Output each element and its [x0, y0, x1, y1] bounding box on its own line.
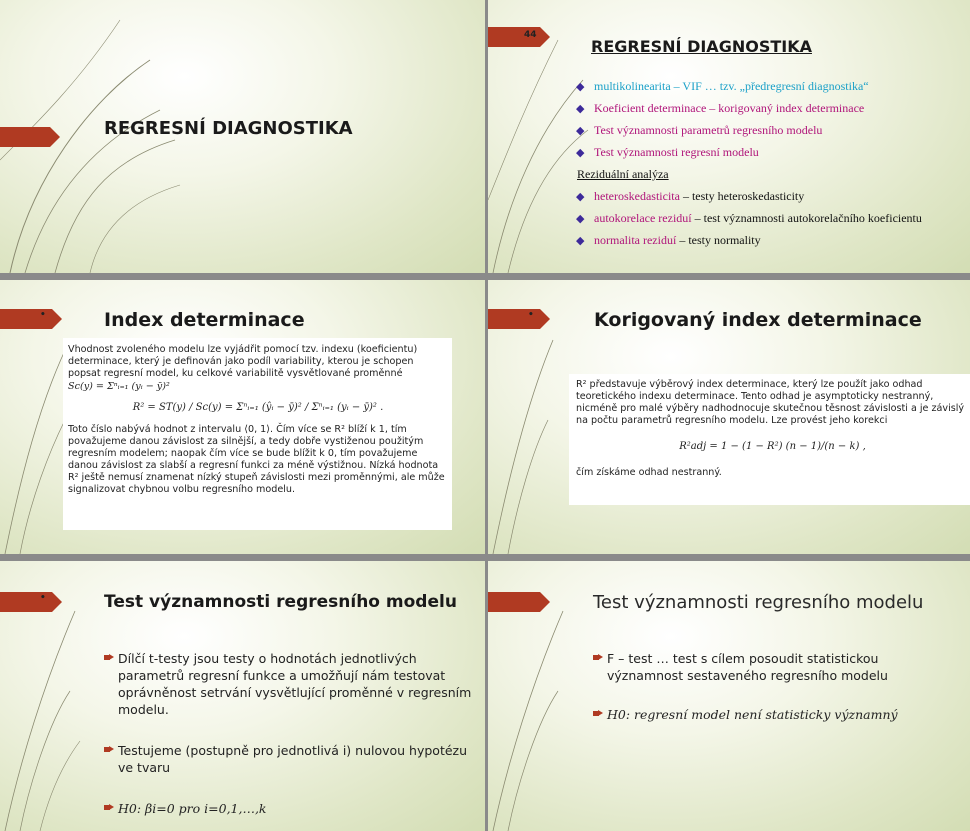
slide-2[interactable] [488, 0, 970, 273]
slide-5[interactable] [0, 561, 485, 831]
f-test-list [593, 650, 953, 741]
tag-dot: • [40, 593, 46, 603]
slide-tag [488, 592, 540, 612]
slide-tag [0, 592, 52, 612]
diamond-bullet-icon: ◆ [576, 235, 585, 247]
residual-list [574, 189, 964, 255]
list-item: ◆ heteroskedasticita – testy heteroskedasticity [576, 189, 805, 203]
interpretation-text: Toto číslo nabývá hodnot z intervalu ⟨0, 1⟩. Čím více se R² blíží k 1, tím považujeme danou závislost za silnější, a tedy dobře vystiženou použitým regresním modelem; naopak čím více se bude blížit k 0, tím považujeme danou závislost za slabší a regresní funkci za méně výstižnou. Nízká hodnota R² ještě nemusí znamenat nízký stupeň závislosti mezi proměnnými, ale může signalizovat chybnou volbu regresního modelu. [68, 424, 445, 495]
slide-3[interactable] [0, 280, 485, 554]
slide-6[interactable] [488, 561, 970, 831]
diamond-bullet-icon: ◆ [576, 191, 585, 203]
diamond-bullet-icon: ◆ [576, 147, 585, 159]
arrow-bullet-icon [104, 746, 114, 753]
slide-title: Test významnosti regresního modelu [593, 592, 924, 613]
slide-number: 44 [524, 30, 537, 40]
definition-text: Vhodnost zvoleného modelu lze vyjádřit pomocí tzv. indexu (koeficientu) determinace, který je definován jako podíl variability, kterou je schopen popsat regresní model, ku celkové variabilitě vysvětlované proměnné [68, 344, 418, 379]
list-item: ◆ Koeficient determinace – korigovaný index determinace [576, 101, 865, 115]
list-item: H0: regresní model není statisticky významný [593, 706, 953, 723]
list-item: F – test … test s cílem posoudit statistickou významnost sestaveného regresního modelu [593, 650, 953, 684]
list-item: Testujeme (postupně pro jednotlivá i) nulovou hypotézu ve tvaru [104, 742, 474, 776]
list-item: ◆ multikolinearita – VIF … tzv. „předregresní diagnostika“ [576, 79, 869, 93]
list-item: ◆ Test významnosti regresní modelu [576, 145, 759, 159]
slide-title: Korigovaný index determinace [594, 309, 922, 331]
diamond-bullet-icon: ◆ [576, 125, 585, 137]
diamond-bullet-icon: ◆ [576, 81, 585, 93]
sc-formula: Sc(y) = Σⁿᵢ₌₁ (yᵢ − ȳ)² [68, 381, 170, 392]
slide-tag [488, 309, 540, 329]
slide-title: Test významnosti regresního modelu [104, 592, 457, 612]
slide-title: REGRESNÍ DIAGNOSTIKA [104, 118, 353, 139]
diamond-bullet-icon: ◆ [576, 103, 585, 115]
diamond-bullet-icon: ◆ [576, 213, 585, 225]
definition-box [63, 338, 452, 530]
tag-dot: • [528, 310, 534, 320]
list-item: Dílčí t-testy jsou testy o hodnotách jednotlivých parametrů regresní funkce a umožňují nám testovat oprávněnost setrvání vysvětlující proměnné v regresním modelu. [104, 650, 474, 718]
correction-box [569, 374, 970, 505]
arrow-bullet-icon [104, 804, 114, 811]
residual-analysis-heading: Reziduální analýza [577, 167, 669, 181]
slide-1[interactable] [0, 0, 485, 273]
slide-number-tag [488, 27, 540, 47]
adjusted-r2-formula: R²adj = 1 − (1 − R²) (n − 1)/(n − k) , [679, 441, 866, 452]
list-item: ◆ normalita reziduí – testy normality [576, 233, 761, 247]
tag-dot: • [40, 310, 46, 320]
r2-formula: R² = ST(y) / Sc(y) = Σⁿᵢ₌₁ (ŷᵢ − ȳ)² / Σⁿᵢ₌₁ (yᵢ − ȳ)² . [132, 402, 384, 413]
correction-text: R² představuje výběrový index determinace, který lze použít jako odhad teoretického indexu determinace. Tento odhad je asymptoticky nestranný, nicméně pro malé výběry nadhodnocuje skutečnou těsnost závislosti a je závislý na počtu parametrů regresního modelu. Lze provést jeho korekci [576, 379, 965, 426]
arrow-bullet-icon [593, 654, 603, 661]
list-item: ◆ autokorelace reziduí – test významnosti autokorelačního koeficientu [576, 211, 922, 225]
slide-title: REGRESNÍ DIAGNOSTIKA [591, 37, 812, 56]
list-item: H0: βi=0 pro i=0,1,…,k [104, 800, 474, 817]
arrow-bullet-icon [104, 654, 114, 661]
slide-title: Index determinace [104, 309, 305, 331]
arrow-bullet-icon [593, 710, 603, 717]
slide-tag [0, 127, 50, 147]
diagnostics-list [574, 79, 964, 167]
list-item: ◆ Test významnosti parametrů regresního modelu [576, 123, 823, 137]
conclusion-text: čím získáme odhad nestranný. [576, 467, 722, 478]
slide-4[interactable] [488, 280, 970, 554]
slide-tag [0, 309, 52, 329]
t-test-list [104, 650, 474, 831]
